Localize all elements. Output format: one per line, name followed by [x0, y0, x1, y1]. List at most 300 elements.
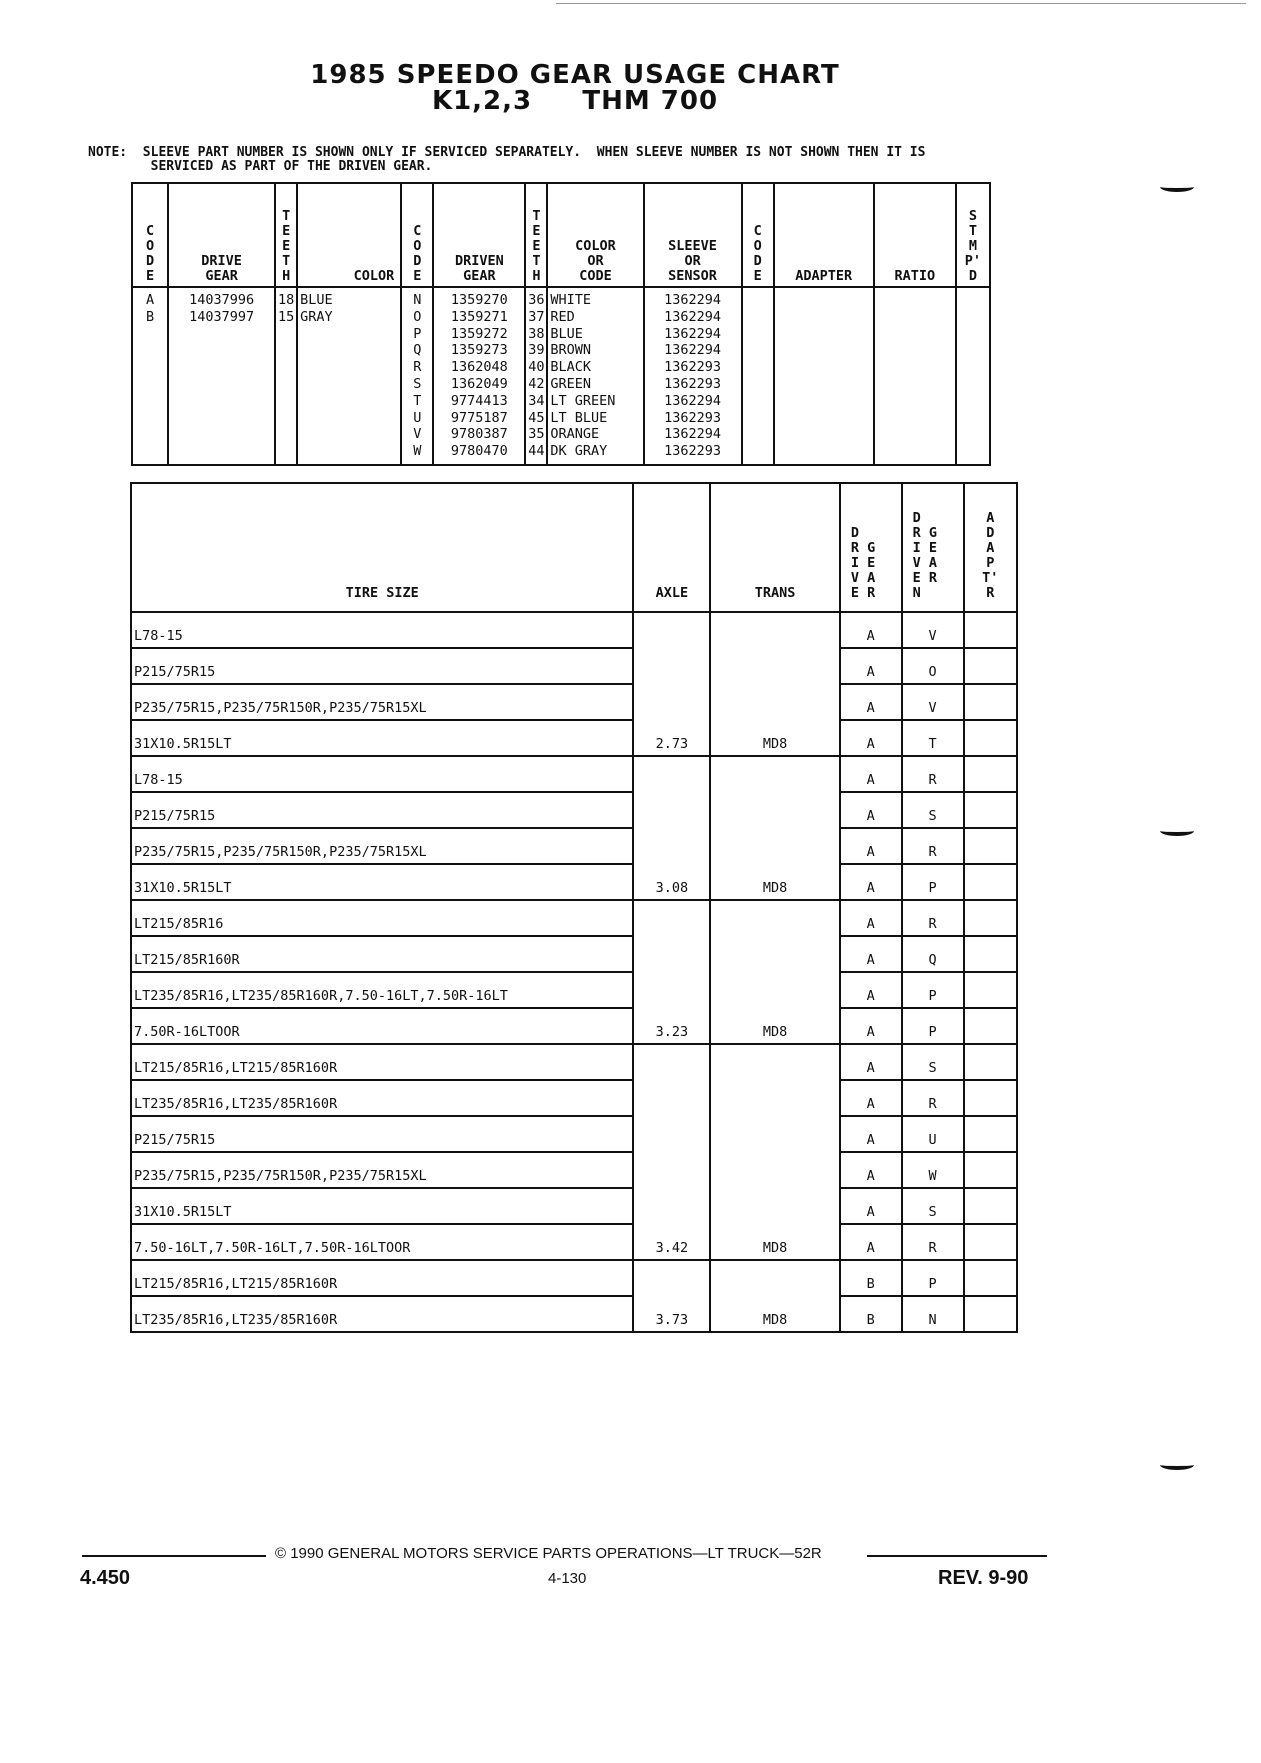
- header-text: D: [968, 268, 977, 284]
- driven-gear-color: GREEN: [550, 375, 592, 392]
- footer-rule-left: [82, 1555, 266, 1557]
- drive-gear-teeth: 15: [278, 308, 295, 325]
- header-ratio: [874, 183, 956, 287]
- drive-gear-code-cell: A: [840, 1152, 902, 1188]
- adapter-code-cell: [964, 684, 1017, 720]
- tire-row: [131, 1044, 1017, 1080]
- driven-code-col: [401, 287, 433, 465]
- std-col: [956, 287, 990, 465]
- header-driven-gear: [433, 183, 525, 287]
- driven-gear-teeth: 45: [528, 409, 545, 426]
- driven-gear-code: T: [413, 392, 422, 409]
- driven-gear-sleeve: 1362293: [664, 409, 722, 426]
- tire-size-cell: LT215/85R16: [131, 900, 633, 936]
- axle-cell: 3.23: [633, 1008, 710, 1044]
- drive-gear-code-cell: A: [840, 1188, 902, 1224]
- driven-gear-code-cell: S: [902, 1044, 964, 1080]
- driven-gear-part: 9774413: [450, 392, 508, 409]
- driven-gear-sleeve: 1362294: [664, 292, 722, 308]
- header-text: SLEEVE: [668, 238, 717, 254]
- driven-gear-part: 9780470: [450, 443, 508, 460]
- header-adapter: [774, 183, 874, 287]
- driven-gear-code-cell: R: [902, 1224, 964, 1260]
- drive-gear-code: B: [145, 308, 155, 325]
- drive-gear-color: GRAY: [300, 308, 333, 325]
- trans-cell: [710, 684, 839, 720]
- adapter-code-cell: [964, 972, 1017, 1008]
- drive-gear-code-cell: A: [840, 684, 902, 720]
- driven-gear-code: V: [413, 426, 422, 443]
- drive-gear-code-cell: A: [840, 1008, 902, 1044]
- driven-gear-part: 9780387: [450, 426, 508, 443]
- tire-size-cell: LT215/85R16,LT215/85R160R: [131, 1260, 633, 1296]
- header-code-1: [132, 183, 168, 287]
- tire-size-cell: 31X10.5R15LT: [131, 864, 633, 900]
- drive-gear-code-cell: A: [840, 756, 902, 792]
- header-text: E: [532, 223, 541, 239]
- driven-gear-color: BLUE: [550, 325, 583, 342]
- drive-part-col: [168, 287, 275, 465]
- drive-gear-code-cell: B: [840, 1260, 902, 1296]
- axle-cell: [633, 1080, 710, 1116]
- tire-size-cell: LT235/85R16,LT235/85R160R,7.50-16LT,7.50R-16LT: [131, 972, 633, 1008]
- axle-cell: [633, 828, 710, 864]
- adapter-code-cell: [964, 720, 1017, 756]
- header-text: E: [282, 223, 291, 239]
- axle-cell: [633, 1044, 710, 1080]
- trans-cell: [710, 972, 839, 1008]
- tire-row: [131, 936, 1017, 972]
- drive-gear-code-cell: A: [840, 1044, 902, 1080]
- header-text: A: [986, 510, 995, 526]
- header-text: E R: [912, 570, 938, 586]
- driven-gear-code-cell: S: [902, 792, 964, 828]
- driven-gear-teeth: 37: [528, 308, 545, 325]
- header-text: I E: [912, 540, 938, 556]
- note: [88, 146, 925, 174]
- tire-size-cell: LT215/85R160R: [131, 936, 633, 972]
- driven-gear-part: 1359270: [450, 292, 508, 308]
- driven-gear-color: WHITE: [550, 292, 592, 308]
- header-text: E: [282, 238, 291, 254]
- footer-copyright: © 1990 GENERAL MOTORS SERVICE PARTS OPERATIONS—LT TRUCK—52R: [275, 1545, 822, 1562]
- driven-gear-part: 9775187: [450, 409, 508, 426]
- adapter-code-cell: [964, 792, 1017, 828]
- header-text: T: [532, 253, 541, 269]
- note-label: NOTE:: [88, 145, 128, 160]
- axle-cell: 3.73: [633, 1296, 710, 1332]
- driven-gear-teeth: 40: [528, 359, 545, 376]
- axle-cell: [633, 900, 710, 936]
- tire-size-cell: L78-15: [131, 612, 633, 648]
- trans-cell: [710, 828, 839, 864]
- driven-gear-part: 1359271: [450, 308, 508, 325]
- header-text: T: [282, 253, 291, 269]
- drive-gear-part: 14037997: [189, 308, 255, 325]
- tire-row: [131, 972, 1017, 1008]
- driven-gear-sleeve: 1362293: [664, 375, 722, 392]
- drive-gear-code-cell: A: [840, 720, 902, 756]
- axle-cell: [633, 936, 710, 972]
- gear-table: [131, 182, 991, 466]
- tire-size-cell: LT235/85R16,LT235/85R160R: [131, 1296, 633, 1332]
- tire-row: [131, 1260, 1017, 1296]
- tire-size-cell: P215/75R15: [131, 1116, 633, 1152]
- note-text-1: SLEEVE PART NUMBER IS SHOWN ONLY IF SERVICED SEPARATELY. WHEN SLEEVE NUMBER IS NOT SHOWN THEN IT IS: [142, 145, 926, 160]
- drive-code-col: [132, 287, 168, 465]
- header-drive-gear: [168, 183, 275, 287]
- driven-gear-teeth: 42: [528, 375, 545, 392]
- tire-size-cell: P215/75R15: [131, 792, 633, 828]
- axle-cell: 3.08: [633, 864, 710, 900]
- trans-cell: [710, 756, 839, 792]
- driven-gear-teeth: 34: [528, 392, 545, 409]
- header-adapter-code: [964, 483, 1017, 612]
- header-color: [297, 183, 401, 287]
- trans-cell: [710, 936, 839, 972]
- trans-cell: [710, 1044, 839, 1080]
- header-text: GEAR: [463, 268, 496, 284]
- driven-gear-code-cell: R: [902, 1080, 964, 1116]
- driven-gear-code-cell: T: [902, 720, 964, 756]
- drive-gear-part: 14037996: [189, 292, 255, 308]
- header-text: R G: [850, 540, 876, 556]
- trans-cell: [710, 1116, 839, 1152]
- axle-cell: [633, 612, 710, 648]
- tire-size-cell: L78-15: [131, 756, 633, 792]
- tire-size-cell: LT215/85R16,LT215/85R160R: [131, 1044, 633, 1080]
- tire-size-cell: P215/75R15: [131, 648, 633, 684]
- footer-rule-right: [867, 1555, 1047, 1557]
- header-code-2: [401, 183, 433, 287]
- driven-gear-code: O: [413, 308, 422, 325]
- header-text: O: [753, 238, 762, 254]
- tire-size-cell: 31X10.5R15LT: [131, 1188, 633, 1224]
- trans-cell: MD8: [710, 864, 839, 900]
- drive-gear-code-cell: A: [840, 612, 902, 648]
- driven-gear-part: 1362049: [450, 375, 508, 392]
- tire-table: [130, 482, 1018, 1333]
- tire-row: [131, 612, 1017, 648]
- tire-row: [131, 1296, 1017, 1332]
- driven-gear-sleeve: 1362294: [664, 325, 722, 342]
- drive-gear-code-cell: A: [840, 900, 902, 936]
- driven-gear-code-cell: O: [902, 648, 964, 684]
- header-text: R: [986, 585, 995, 601]
- header-text: H: [282, 268, 291, 284]
- driven-gear-code: P: [413, 325, 422, 342]
- tire-row: [131, 1224, 1017, 1260]
- driven-gear-part: 1362048: [450, 359, 508, 376]
- adapter-code-cell: [964, 1188, 1017, 1224]
- trans-cell: MD8: [710, 1224, 839, 1260]
- driven-gear-teeth: 36: [528, 292, 545, 308]
- header-text: T: [282, 208, 291, 224]
- tire-row: [131, 756, 1017, 792]
- header-text: E: [532, 238, 541, 254]
- tire-row: [131, 1116, 1017, 1152]
- header-text: M: [968, 238, 977, 254]
- driven-gear-code-cell: P: [902, 1260, 964, 1296]
- header-text: E: [145, 268, 155, 284]
- header-text: R G: [912, 525, 938, 541]
- tire-row: [131, 828, 1017, 864]
- tire-row: [131, 792, 1017, 828]
- tire-size-cell: LT235/85R16,LT235/85R160R: [131, 1080, 633, 1116]
- driven-gear-code: U: [413, 409, 422, 426]
- header-text: GEAR: [205, 268, 238, 284]
- drive-gear-code-cell: A: [840, 1224, 902, 1260]
- driven-gear-color: BROWN: [550, 342, 592, 359]
- axle-cell: [633, 684, 710, 720]
- tire-header-row: [131, 483, 1017, 612]
- driven-gear-part: 1359273: [450, 342, 508, 359]
- tire-row: [131, 684, 1017, 720]
- header-text: D: [413, 253, 422, 269]
- driven-gear-sleeve: 1362294: [664, 342, 722, 359]
- trans-cell: [710, 1188, 839, 1224]
- header-text: RATIO: [894, 268, 936, 284]
- tire-size-cell: P235/75R15,P235/75R150R,P235/75R15XL: [131, 684, 633, 720]
- header-text: P: [986, 555, 995, 571]
- binder-hole-mark: [1160, 1460, 1194, 1470]
- header-text: T: [968, 223, 977, 239]
- drive-gear-code-cell: A: [840, 828, 902, 864]
- adapter-code-cell: [964, 648, 1017, 684]
- axle-cell: 3.42: [633, 1224, 710, 1260]
- header-code-3: [742, 183, 774, 287]
- driven-gear-sleeve: 1362293: [664, 443, 722, 460]
- header-text: S: [968, 208, 977, 224]
- ratio-col: [874, 287, 956, 465]
- axle-cell: [633, 756, 710, 792]
- drive-gear-code-cell: A: [840, 648, 902, 684]
- header-color-code: [547, 183, 643, 287]
- header-text: E: [753, 268, 762, 284]
- adapter-col: [774, 287, 874, 465]
- header-text: V A: [912, 555, 938, 571]
- drive-gear-code: A: [145, 292, 155, 308]
- driven-gear-code: S: [413, 375, 422, 392]
- driven-gear-sleeve: 1362294: [664, 392, 722, 409]
- adapter-code-cell: [964, 756, 1017, 792]
- driven-gear-code-cell: N: [902, 1296, 964, 1332]
- tire-body: [131, 612, 1017, 1332]
- tire-row: [131, 900, 1017, 936]
- drive-teeth-col: [275, 287, 297, 465]
- gear-body-row: [132, 287, 990, 465]
- driven-gear-code: R: [413, 359, 422, 376]
- header-text: D: [850, 525, 859, 541]
- driven-gear-teeth: 38: [528, 325, 545, 342]
- adapter-code-cell: [964, 612, 1017, 648]
- trans-cell: [710, 1080, 839, 1116]
- driven-gear-code-cell: Q: [902, 936, 964, 972]
- driven-gear-teeth: 44: [528, 443, 545, 460]
- header-text: P': [964, 253, 982, 269]
- driven-gear-code: W: [413, 443, 422, 460]
- trans-cell: [710, 1152, 839, 1188]
- header-tire-size: TIRE SIZE: [131, 483, 633, 612]
- driven-color-col: [547, 287, 643, 465]
- driven-gear-code-cell: V: [902, 684, 964, 720]
- driven-gear-color: ORANGE: [550, 426, 600, 443]
- header-text: O: [413, 238, 422, 254]
- axle-cell: [633, 1188, 710, 1224]
- header-text: E R: [850, 585, 876, 601]
- driven-gear-code-cell: R: [902, 828, 964, 864]
- header-text: T': [982, 570, 999, 586]
- tire-row: [131, 1152, 1017, 1188]
- code-3-col: [742, 287, 774, 465]
- driven-gear-color: BLACK: [550, 359, 592, 376]
- drive-gear-code-cell: A: [840, 792, 902, 828]
- tire-size-cell: 7.50-16LT,7.50R-16LT,7.50R-16LTOOR: [131, 1224, 633, 1260]
- top-edge-line: [556, 3, 1246, 4]
- header-text: OR: [587, 253, 604, 269]
- header-std: [956, 183, 990, 287]
- adapter-code-cell: [964, 1260, 1017, 1296]
- trans-cell: [710, 648, 839, 684]
- header-text: C: [413, 223, 422, 239]
- driven-gear-code: N: [413, 292, 422, 308]
- drive-gear-code-cell: A: [840, 1080, 902, 1116]
- driven-gear-color: LT BLUE: [550, 409, 608, 426]
- tire-row: [131, 720, 1017, 756]
- adapter-code-cell: [964, 1116, 1017, 1152]
- header-text: D: [986, 525, 995, 541]
- header-text: T: [532, 208, 541, 224]
- adapter-code-cell: [964, 1008, 1017, 1044]
- axle-cell: 2.73: [633, 720, 710, 756]
- driven-gear-code-cell: P: [902, 972, 964, 1008]
- tire-size-cell: P235/75R15,P235/75R150R,P235/75R15XL: [131, 828, 633, 864]
- axle-cell: [633, 972, 710, 1008]
- tire-size-cell: 31X10.5R15LT: [131, 720, 633, 756]
- driven-gear-code-cell: P: [902, 1008, 964, 1044]
- drive-gear-teeth: 18: [278, 292, 295, 308]
- binder-hole-mark: [1160, 826, 1194, 836]
- adapter-code-cell: [964, 1224, 1017, 1260]
- trans-cell: MD8: [710, 1296, 839, 1332]
- adapter-code-cell: [964, 828, 1017, 864]
- driven-gear-code-cell: S: [902, 1188, 964, 1224]
- header-text: OR: [684, 253, 701, 269]
- gear-header-row: [132, 183, 990, 287]
- page-title: 1985 SPEEDO GEAR USAGE CHART: [310, 60, 840, 90]
- sleeve-col: [644, 287, 742, 465]
- header-text: COLOR: [575, 238, 616, 254]
- adapter-code-cell: [964, 1080, 1017, 1116]
- trans-cell: [710, 792, 839, 828]
- adapter-code-cell: [964, 1044, 1017, 1080]
- note-text-2: SERVICED AS PART OF THE DRIVEN GEAR.: [150, 159, 433, 174]
- driven-gear-code: Q: [413, 342, 422, 359]
- header-teeth-2: [525, 183, 547, 287]
- footer-section: 4.450: [80, 1567, 131, 1589]
- drive-gear-code-cell: A: [840, 864, 902, 900]
- axle-cell: [633, 792, 710, 828]
- header-text: N: [912, 585, 921, 601]
- header-text: CODE: [579, 268, 612, 284]
- trans-cell: [710, 1260, 839, 1296]
- driven-gear-code-cell: U: [902, 1116, 964, 1152]
- driven-gear-color: RED: [550, 308, 575, 325]
- trans-cell: [710, 900, 839, 936]
- adapter-code-cell: [964, 936, 1017, 972]
- footer-page-number: 4-130: [548, 1570, 587, 1587]
- header-text: ADAPTER: [795, 268, 853, 284]
- driven-gear-sleeve: 1362293: [664, 359, 722, 376]
- header-text: DRIVEN: [454, 253, 504, 269]
- header-text: E: [413, 268, 422, 284]
- driven-gear-part: 1359272: [450, 325, 508, 342]
- header-text: DRIVE: [201, 253, 242, 269]
- driven-gear-code-cell: R: [902, 900, 964, 936]
- axle-cell: [633, 1152, 710, 1188]
- driven-gear-code-cell: R: [902, 756, 964, 792]
- tire-size-cell: P235/75R15,P235/75R150R,P235/75R15XL: [131, 1152, 633, 1188]
- header-text: C: [753, 223, 762, 239]
- axle-cell: [633, 1260, 710, 1296]
- axle-cell: [633, 1116, 710, 1152]
- driven-teeth-col: [525, 287, 547, 465]
- driven-gear-code-cell: V: [902, 612, 964, 648]
- header-text: SENSOR: [668, 268, 717, 284]
- trans-cell: [710, 612, 839, 648]
- header-text: D: [753, 253, 762, 269]
- driven-gear-sleeve: 1362294: [664, 308, 722, 325]
- header-driven-gear-code: [902, 483, 964, 612]
- driven-gear-code-cell: W: [902, 1152, 964, 1188]
- tire-row: [131, 1188, 1017, 1224]
- header-text: O: [145, 238, 155, 254]
- tire-row: [131, 1008, 1017, 1044]
- tire-size-cell: 7.50R-16LTOOR: [131, 1008, 633, 1044]
- tire-row: [131, 1080, 1017, 1116]
- page-subtitle: K1,2,3 THM 700: [431, 86, 719, 116]
- header-text: D: [912, 510, 921, 526]
- drive-gear-color: BLUE: [300, 292, 333, 308]
- header-text: D: [145, 253, 155, 269]
- driven-gear-color: DK GRAY: [550, 443, 608, 460]
- tire-row: [131, 648, 1017, 684]
- driven-gear-sleeve: 1362294: [664, 426, 722, 443]
- adapter-code-cell: [964, 1296, 1017, 1332]
- header-axle: AXLE: [633, 483, 710, 612]
- driven-gear-color: LT GREEN: [550, 392, 616, 409]
- header-text: I E: [850, 555, 876, 571]
- axle-cell: [633, 648, 710, 684]
- tire-row: [131, 864, 1017, 900]
- header-text: H: [532, 268, 541, 284]
- driven-part-col: [433, 287, 525, 465]
- header-teeth-1: [275, 183, 297, 287]
- header-text: COLOR: [353, 268, 395, 284]
- driven-gear-code-cell: P: [902, 864, 964, 900]
- header-drive-gear-code: [840, 483, 902, 612]
- header-sleeve-sensor: [644, 183, 742, 287]
- binder-hole-mark: [1160, 182, 1194, 192]
- drive-color-col: [297, 287, 401, 465]
- header-text: V A: [850, 570, 876, 586]
- adapter-code-cell: [964, 864, 1017, 900]
- adapter-code-cell: [964, 900, 1017, 936]
- driven-gear-teeth: 39: [528, 342, 545, 359]
- header-text: C: [145, 223, 155, 239]
- drive-gear-code-cell: B: [840, 1296, 902, 1332]
- driven-gear-teeth: 35: [528, 426, 545, 443]
